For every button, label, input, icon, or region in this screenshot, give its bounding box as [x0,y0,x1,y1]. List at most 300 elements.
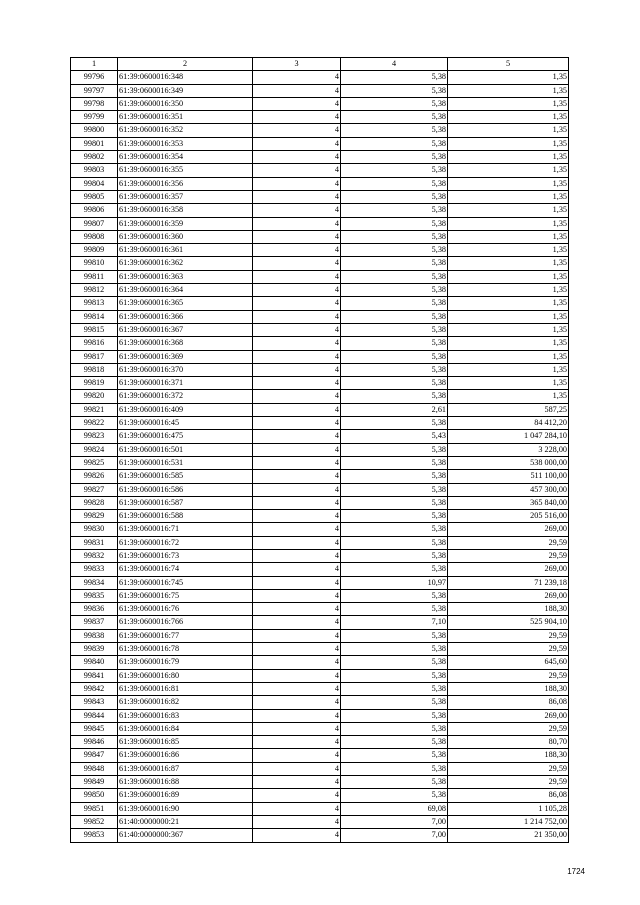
category-cell: 4 [253,417,341,430]
category-cell: 4 [253,709,341,722]
table-row [71,589,569,602]
category-cell: 4 [253,722,341,735]
table-row [71,323,569,336]
table-row [71,510,569,523]
row-index-cell: 99847 [71,749,118,762]
cadastral-number-cell: 61:39:0600016:80 [118,669,253,682]
table-row [71,523,569,536]
rate-cell: 5,38 [341,563,448,576]
rate-cell: 5,38 [341,97,448,110]
table-row [71,629,569,642]
rate-cell: 5,38 [341,111,448,124]
column-header: 4 [341,58,448,71]
amount-cell: 1,35 [448,177,569,190]
table-row [71,177,569,190]
row-index-cell: 99801 [71,137,118,150]
rate-cell: 5,38 [341,722,448,735]
rate-cell: 69,08 [341,802,448,815]
category-cell: 4 [253,164,341,177]
table-row [71,576,569,589]
cadastral-number-cell: 61:39:0600016:355 [118,164,253,177]
row-index-cell: 99843 [71,696,118,709]
category-cell: 4 [253,549,341,562]
table-row [71,616,569,629]
table-row [71,244,569,257]
category-cell: 4 [253,483,341,496]
category-cell: 4 [253,829,341,842]
amount-cell: 205 516,00 [448,510,569,523]
rate-cell: 7,10 [341,616,448,629]
table-row [71,443,569,456]
cadastral-number-cell: 61:39:0600016:586 [118,483,253,496]
row-index-cell: 99810 [71,257,118,270]
table-row [71,297,569,310]
category-cell: 4 [253,97,341,110]
row-index-cell: 99823 [71,430,118,443]
cadastral-number-cell: 61:39:0600016:361 [118,244,253,257]
cadastral-number-cell: 61:39:0600016:368 [118,337,253,350]
row-index-cell: 99842 [71,682,118,695]
category-cell: 4 [253,84,341,97]
amount-cell: 1,35 [448,84,569,97]
cadastral-number-cell: 61:39:0600016:745 [118,576,253,589]
cadastral-number-cell: 61:39:0600016:475 [118,430,253,443]
row-index-cell: 99838 [71,629,118,642]
amount-cell: 84 412,20 [448,417,569,430]
rate-cell: 7,00 [341,815,448,828]
category-cell: 4 [253,244,341,257]
category-cell: 4 [253,749,341,762]
table-row [71,802,569,815]
rate-cell: 5,38 [341,297,448,310]
category-cell: 4 [253,443,341,456]
rate-cell: 5,38 [341,177,448,190]
row-index-cell: 99825 [71,456,118,469]
row-index-cell: 99806 [71,204,118,217]
amount-cell: 29,59 [448,776,569,789]
amount-cell: 1 214 752,00 [448,815,569,828]
category-cell: 4 [253,204,341,217]
amount-cell: 1 105,28 [448,802,569,815]
category-cell: 4 [253,230,341,243]
amount-cell: 1,35 [448,244,569,257]
amount-cell: 1,35 [448,190,569,203]
amount-cell: 1,35 [448,284,569,297]
cadastral-number-cell: 61:39:0600016:366 [118,310,253,323]
cadastral-number-cell: 61:39:0600016:348 [118,71,253,84]
row-index-cell: 99836 [71,603,118,616]
rate-cell: 5,38 [341,310,448,323]
rate-cell: 5,38 [341,323,448,336]
table-row [71,696,569,709]
cadastral-number-cell: 61:39:0600016:82 [118,696,253,709]
amount-cell: 1,35 [448,204,569,217]
table-row [71,829,569,842]
row-index-cell: 99827 [71,483,118,496]
table-header-row [71,58,569,71]
category-cell: 4 [253,257,341,270]
row-index-cell: 99848 [71,762,118,775]
table-row [71,151,569,164]
amount-cell: 71 239,18 [448,576,569,589]
amount-cell: 1,35 [448,137,569,150]
amount-cell: 1,35 [448,350,569,363]
cadastral-number-cell: 61:39:0600016:371 [118,377,253,390]
table-row [71,736,569,749]
row-index-cell: 99802 [71,151,118,164]
amount-cell: 1,35 [448,390,569,403]
amount-cell: 188,30 [448,603,569,616]
table-row [71,270,569,283]
cadastral-number-cell: 61:39:0600016:74 [118,563,253,576]
amount-cell: 29,59 [448,669,569,682]
column-header: 1 [71,58,118,71]
category-cell: 4 [253,190,341,203]
rate-cell: 5,38 [341,363,448,376]
table-row [71,377,569,390]
rate-cell: 5,38 [341,789,448,802]
amount-cell: 1,35 [448,151,569,164]
row-index-cell: 99798 [71,97,118,110]
amount-cell: 269,00 [448,563,569,576]
table-row [71,682,569,695]
row-index-cell: 99800 [71,124,118,137]
category-cell: 4 [253,470,341,483]
category-cell: 4 [253,656,341,669]
cadastral-number-cell: 61:40:0000000:367 [118,829,253,842]
cadastral-number-cell: 61:39:0600016:88 [118,776,253,789]
rate-cell: 5,38 [341,510,448,523]
category-cell: 4 [253,616,341,629]
row-index-cell: 99820 [71,390,118,403]
rate-cell: 5,38 [341,456,448,469]
table-row [71,84,569,97]
cadastral-number-cell: 61:39:0600016:357 [118,190,253,203]
cadastral-number-cell: 61:39:0600016:79 [118,656,253,669]
row-index-cell: 99852 [71,815,118,828]
cadastral-number-cell: 61:39:0600016:372 [118,390,253,403]
category-cell: 4 [253,563,341,576]
row-index-cell: 99828 [71,496,118,509]
category-cell: 4 [253,789,341,802]
table-row [71,111,569,124]
cadastral-number-cell: 61:39:0600016:365 [118,297,253,310]
cadastral-number-cell: 61:39:0600016:363 [118,270,253,283]
category-cell: 4 [253,363,341,376]
category-cell: 4 [253,736,341,749]
category-cell: 4 [253,270,341,283]
amount-cell: 1,35 [448,124,569,137]
cadastral-number-cell: 61:39:0600016:362 [118,257,253,270]
rate-cell: 5,38 [341,496,448,509]
amount-cell: 1,35 [448,164,569,177]
row-index-cell: 99814 [71,310,118,323]
table-row [71,789,569,802]
row-index-cell: 99840 [71,656,118,669]
table-row [71,776,569,789]
rate-cell: 5,38 [341,696,448,709]
rate-cell: 5,38 [341,417,448,430]
cadastral-number-cell: 61:39:0600016:71 [118,523,253,536]
amount-cell: 1,35 [448,270,569,283]
table-row [71,363,569,376]
row-index-cell: 99830 [71,523,118,536]
column-header: 2 [118,58,253,71]
table-row [71,337,569,350]
row-index-cell: 99815 [71,323,118,336]
rate-cell: 5,38 [341,270,448,283]
amount-cell: 86,08 [448,696,569,709]
table-row [71,563,569,576]
rate-cell: 5,38 [341,217,448,230]
row-index-cell: 99816 [71,337,118,350]
category-cell: 4 [253,297,341,310]
rate-cell: 5,38 [341,230,448,243]
category-cell: 4 [253,124,341,137]
cadastral-number-cell: 61:39:0600016:531 [118,456,253,469]
amount-cell: 80,70 [448,736,569,749]
cadastral-number-cell: 61:39:0600016:587 [118,496,253,509]
rate-cell: 5,38 [341,124,448,137]
rate-cell: 5,38 [341,151,448,164]
row-index-cell: 99803 [71,164,118,177]
table-row [71,709,569,722]
cadastral-number-cell: 61:39:0600016:85 [118,736,253,749]
cadastral-number-cell: 61:39:0600016:78 [118,643,253,656]
row-index-cell: 99849 [71,776,118,789]
category-cell: 4 [253,137,341,150]
row-index-cell: 99832 [71,549,118,562]
rate-cell: 5,38 [341,84,448,97]
amount-cell: 1,35 [448,363,569,376]
cadastral-number-cell: 61:39:0600016:369 [118,350,253,363]
table-row [71,762,569,775]
amount-cell: 1,35 [448,377,569,390]
rate-cell: 5,38 [341,749,448,762]
amount-cell: 525 904,10 [448,616,569,629]
amount-cell: 457 300,00 [448,483,569,496]
rate-cell: 5,38 [341,190,448,203]
cadastral-number-cell: 61:39:0600016:45 [118,417,253,430]
cadastral-number-cell: 61:39:0600016:409 [118,403,253,416]
amount-cell: 29,59 [448,722,569,735]
rate-cell: 5,38 [341,776,448,789]
table-row [71,536,569,549]
amount-cell: 645,60 [448,656,569,669]
row-index-cell: 99851 [71,802,118,815]
row-index-cell: 99809 [71,244,118,257]
cadastral-number-cell: 61:39:0600016:84 [118,722,253,735]
row-index-cell: 99826 [71,470,118,483]
table-row [71,430,569,443]
amount-cell: 511 100,00 [448,470,569,483]
rate-cell: 5,38 [341,137,448,150]
row-index-cell: 99841 [71,669,118,682]
amount-cell: 1 047 284,10 [448,430,569,443]
row-index-cell: 99813 [71,297,118,310]
table-row [71,749,569,762]
cadastral-number-cell: 61:39:0600016:358 [118,204,253,217]
rate-cell: 7,00 [341,829,448,842]
table-row [71,417,569,430]
cadastral-number-cell: 61:39:0600016:353 [118,137,253,150]
rate-cell: 5,38 [341,470,448,483]
amount-cell: 21 350,00 [448,829,569,842]
table-row [71,124,569,137]
amount-cell: 188,30 [448,682,569,695]
table-row [71,815,569,828]
category-cell: 4 [253,523,341,536]
cadastral-number-cell: 61:39:0600016:501 [118,443,253,456]
row-index-cell: 99835 [71,589,118,602]
table-row [71,190,569,203]
amount-cell: 29,59 [448,762,569,775]
amount-cell: 1,35 [448,111,569,124]
category-cell: 4 [253,815,341,828]
category-cell: 4 [253,323,341,336]
category-cell: 4 [253,510,341,523]
column-header: 3 [253,58,341,71]
amount-cell: 1,35 [448,323,569,336]
cadastral-number-cell: 61:39:0600016:73 [118,549,253,562]
cadastral-number-cell: 61:39:0600016:766 [118,616,253,629]
category-cell: 4 [253,496,341,509]
cadastral-number-cell: 61:39:0600016:349 [118,84,253,97]
table-body [71,71,569,842]
amount-cell: 29,59 [448,629,569,642]
rate-cell: 5,38 [341,549,448,562]
amount-cell: 188,30 [448,749,569,762]
rate-cell: 5,38 [341,762,448,775]
amount-cell: 587,25 [448,403,569,416]
table-row [71,403,569,416]
table-row [71,549,569,562]
cadastral-number-cell: 61:39:0600016:585 [118,470,253,483]
table-row [71,350,569,363]
table-row [71,669,569,682]
table-row [71,470,569,483]
row-index-cell: 99824 [71,443,118,456]
table-row [71,496,569,509]
amount-cell: 1,35 [448,257,569,270]
amount-cell: 1,35 [448,297,569,310]
row-index-cell: 99833 [71,563,118,576]
row-index-cell: 99844 [71,709,118,722]
category-cell: 4 [253,589,341,602]
rate-cell: 5,38 [341,709,448,722]
cadastral-number-cell: 61:39:0600016:81 [118,682,253,695]
cadastral-number-cell: 61:39:0600016:367 [118,323,253,336]
rate-cell: 5,38 [341,244,448,257]
row-index-cell: 99829 [71,510,118,523]
category-cell: 4 [253,403,341,416]
table-row [71,456,569,469]
table-row [71,204,569,217]
rate-cell: 5,38 [341,536,448,549]
amount-cell: 1,35 [448,310,569,323]
table-row [71,137,569,150]
category-cell: 4 [253,151,341,164]
cadastral-number-cell: 61:39:0600016:359 [118,217,253,230]
category-cell: 4 [253,536,341,549]
category-cell: 4 [253,177,341,190]
category-cell: 4 [253,430,341,443]
rate-cell: 5,38 [341,164,448,177]
rate-cell: 5,38 [341,350,448,363]
rate-cell: 5,38 [341,589,448,602]
row-index-cell: 99821 [71,403,118,416]
row-index-cell: 99839 [71,643,118,656]
category-cell: 4 [253,776,341,789]
rate-cell: 5,38 [341,390,448,403]
amount-cell: 29,59 [448,536,569,549]
category-cell: 4 [253,71,341,84]
table-row [71,656,569,669]
amount-cell: 1,35 [448,97,569,110]
rate-cell: 5,38 [341,337,448,350]
cadastral-number-cell: 61:39:0600016:90 [118,802,253,815]
cadastral-number-cell: 61:39:0600016:370 [118,363,253,376]
category-cell: 4 [253,111,341,124]
category-cell: 4 [253,284,341,297]
category-cell: 4 [253,310,341,323]
page-number: 1724 [567,867,585,876]
amount-cell: 269,00 [448,709,569,722]
rate-cell: 5,38 [341,736,448,749]
cadastral-number-cell: 61:39:0600016:356 [118,177,253,190]
cadastral-number-cell: 61:39:0600016:75 [118,589,253,602]
cadastral-number-cell: 61:39:0600016:350 [118,97,253,110]
cadastral-number-cell: 61:40:0000000:21 [118,815,253,828]
category-cell: 4 [253,377,341,390]
cadastral-number-cell: 61:39:0600016:76 [118,603,253,616]
row-index-cell: 99846 [71,736,118,749]
rate-cell: 5,38 [341,377,448,390]
row-index-cell: 99804 [71,177,118,190]
category-cell: 4 [253,337,341,350]
cadastral-number-cell: 61:39:0600016:351 [118,111,253,124]
rate-cell: 5,38 [341,71,448,84]
table-row [71,310,569,323]
table-row [71,390,569,403]
rate-cell: 5,38 [341,257,448,270]
rate-cell: 5,38 [341,682,448,695]
rate-cell: 5,43 [341,430,448,443]
row-index-cell: 99845 [71,722,118,735]
amount-cell: 269,00 [448,589,569,602]
category-cell: 4 [253,696,341,709]
rate-cell: 5,38 [341,629,448,642]
cadastral-number-cell: 61:39:0600016:588 [118,510,253,523]
row-index-cell: 99812 [71,284,118,297]
cadastral-number-cell: 61:39:0600016:83 [118,709,253,722]
amount-cell: 365 840,00 [448,496,569,509]
amount-cell: 29,59 [448,643,569,656]
table-row [71,643,569,656]
rate-cell: 5,38 [341,603,448,616]
amount-cell: 1,35 [448,71,569,84]
column-header: 5 [448,58,569,71]
cadastral-number-cell: 61:39:0600016:352 [118,124,253,137]
table-row [71,71,569,84]
row-index-cell: 99807 [71,217,118,230]
table-row [71,97,569,110]
category-cell: 4 [253,603,341,616]
rate-cell: 5,38 [341,643,448,656]
rate-cell: 5,38 [341,669,448,682]
rate-cell: 5,38 [341,523,448,536]
amount-cell: 538 000,00 [448,456,569,469]
